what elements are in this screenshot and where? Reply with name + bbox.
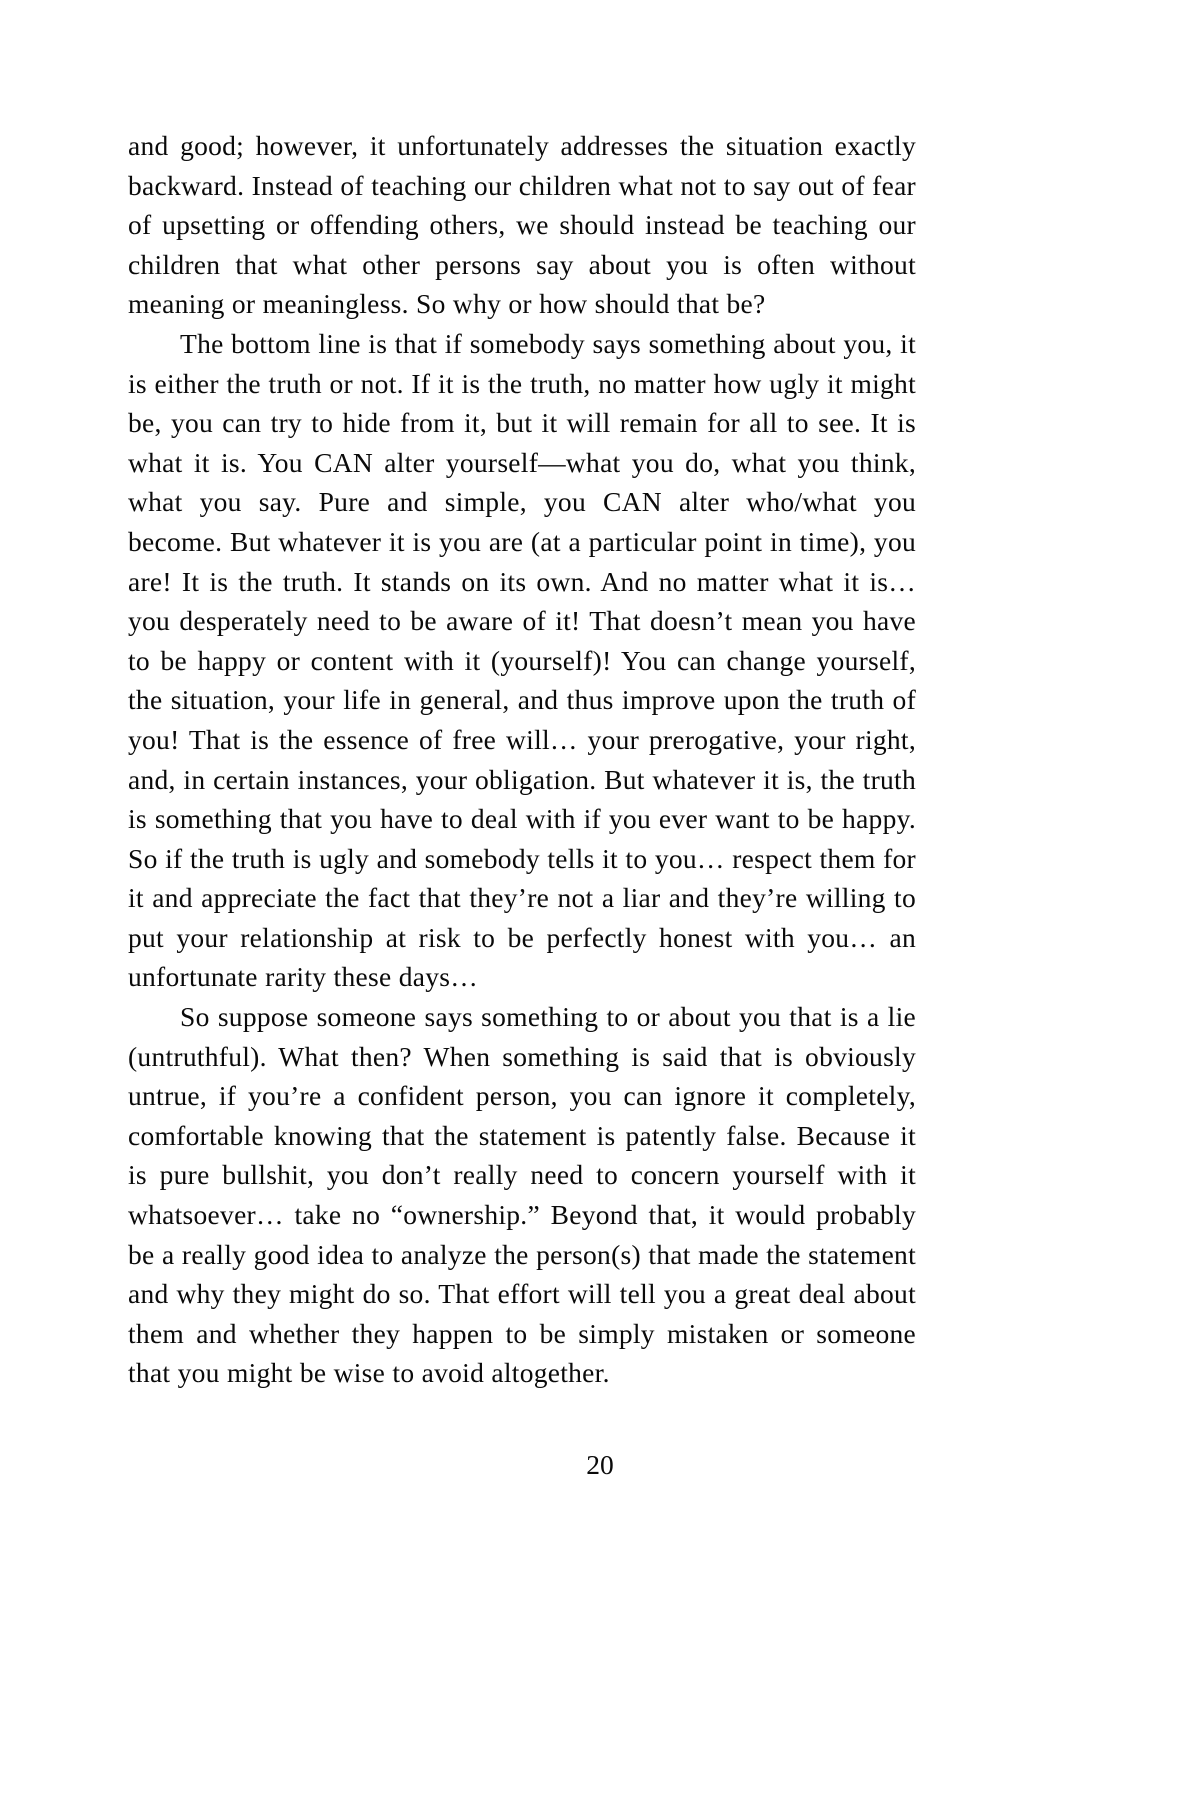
paragraph-truth: The bottom line is that if somebody says something about you, it is either the truth or not. If it is the truth, no matter how ugly it might be, you can try to hide from it, but it will remain for all to see. It is what it is. You CAN alter yourself—what you do, what you think, what you say. Pure and simple, you CAN alter who/what you become. But whatever it is you are (at a particular point in time), you are! It is the truth. It stands on its own. And no matter what it is… you desperately need to be aware of it! That doesn’t mean you have to be happy or content with it (yourself)! You can change yourself, the situation, your life in general, and thus improve upon the truth of you! That is the essence of free will… your prerogative, your right, and, in certain instances, your obligation. But whatever it is, the truth is something that you have to deal with if you ever want to be happy. So if the truth is ugly and somebody tells it to you… respect them for it and appreciate the fact that they’re not a liar and they’re willing to put your relationship at risk to be perfectly honest with you… an unfortunate rarity these days… — [128, 327, 916, 993]
text-column — [128, 126, 916, 1393]
paragraph-continued: and good; however, it unfortunately addresses the situation exactly backward. Instead of teaching our children what not to say out of fear of upsetting or offending others, we should instead be teaching our children that what other persons say about you is often without meaning or meaningless. So why or how should that be? — [128, 130, 916, 320]
paragraph-lie: So suppose someone says something to or about you that is a lie (untruthful). What then? When something is said that is obviously untrue, if you’re a confident person, you can ignore it completely, comfortable knowing that the statement is patently false. Because it is pure bullshit, you don’t really need to concern yourself with it whatsoever… take no “ownership.” Beyond that, it would probably be a really good idea to analyze the person(s) that made the statement and why they might do so. That effort will tell you a great deal about them and whether they happen to be simply mistaken or someone that you might be wise to avoid altogether. — [128, 1001, 916, 1389]
page-number: 20 — [586, 1449, 614, 1480]
